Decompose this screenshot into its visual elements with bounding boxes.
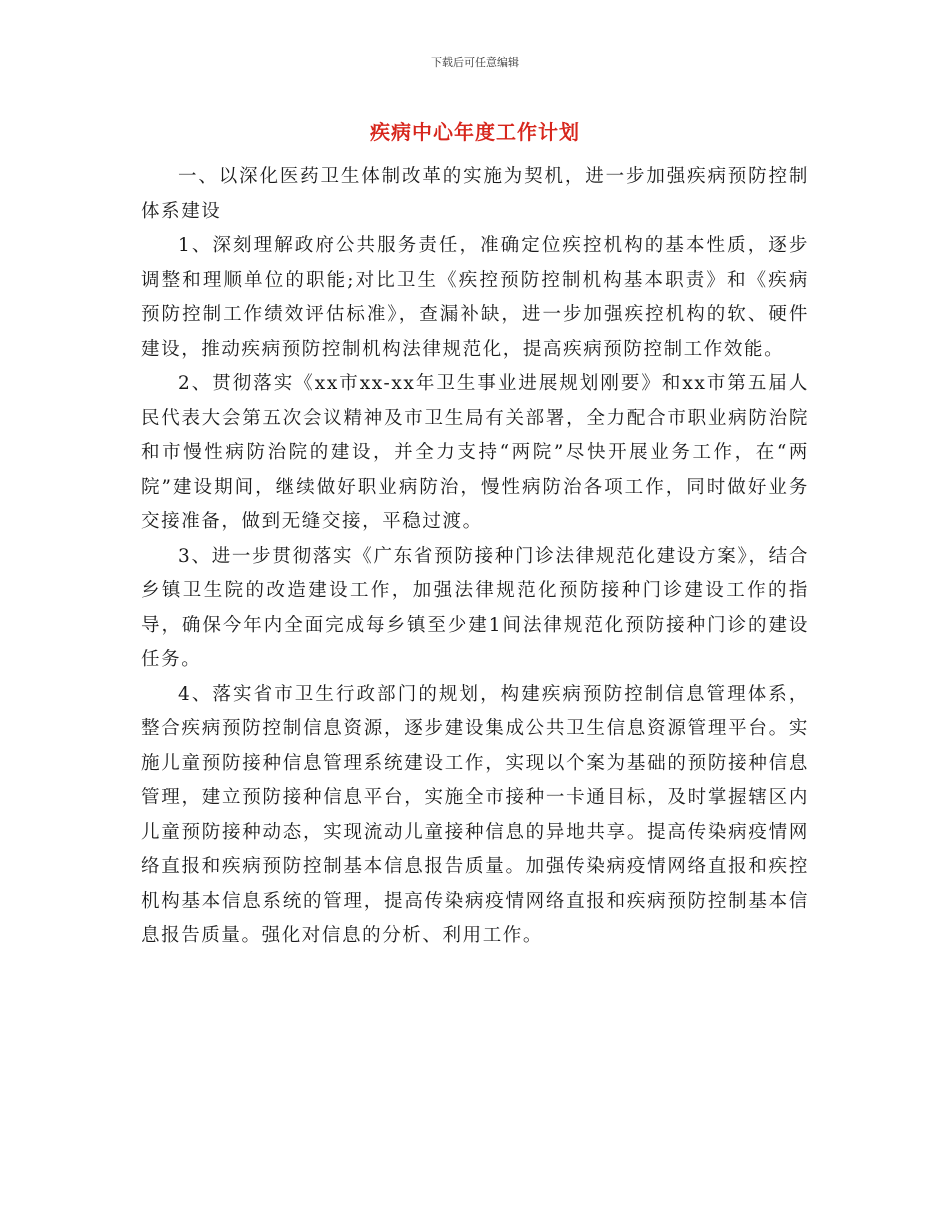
paragraph-item-4: 4、落实省市卫生行政部门的规划，构建疾病预防控制信息管理体系，整合疾病预防控制信息资源，逐步建设集成公共卫生信息资源管理平台。实施儿童预防接种信息管理系统建设工作，实现以个案为基础的预防接种信息管理，建立预防接种信息平台，实施全市接种一卡通目标，及时掌握辖区内儿童预防接种动态，实现流动儿童接种信息的异地共享。提高传染病疫情网络直报和疾病预防控制基本信息报告质量。加强传染病疫情网络直报和疾控机构基本信息系统的管理，提高传染病疫情网络直报和疾病预防控制基本信息报告质量。强化对信息的分析、利用工作。 [141, 683, 809, 946]
paragraph-section-one: 一、以深化医药卫生体制改革的实施为契机，进一步加强疾病预防控制体系建设 [141, 166, 809, 222]
document-body [141, 160, 809, 954]
paragraph-item-1: 1、深刻理解政府公共服务责任，准确定位疾控机构的基本性质，逐步调整和理顺单位的职能;对比卫生《疾控预防控制机构基本职责》和《疾病预防控制工作绩效评估标准》，查漏补缺，进一步加强疾控机构的软、硬件建设，推动疾病预防控制机构法律规范化，提高疾病预防控制工作效能。 [141, 235, 809, 360]
header-note: 下载后可任意编辑 [431, 56, 519, 69]
paragraph-item-2: 2、贯彻落实《xx市xx-xx年卫生事业进展规划刚要》和xx市第五届人民代表大会第五次会议精神及市卫生局有关部署，全力配合市职业病防治院和市慢性病防治院的建设，并全力支持“两院”尽快开展业务工作，在“两院”建设期间，继续做好职业病防治，慢性病防治各项工作，同时做好业务交接准备，做到无缝交接，平稳过渡。 [141, 373, 809, 532]
document-title: 疾病中心年度工作计划 [370, 120, 580, 144]
paragraph-item-3: 3、进一步贯彻落实《广东省预防接种门诊法律规范化建设方案》，结合乡镇卫生院的改造建设工作，加强法律规范化预防接种门诊建设工作的指导，确保今年内全面完成每乡镇至少建1间法律规范化预防接种门诊的建设任务。 [141, 545, 809, 670]
